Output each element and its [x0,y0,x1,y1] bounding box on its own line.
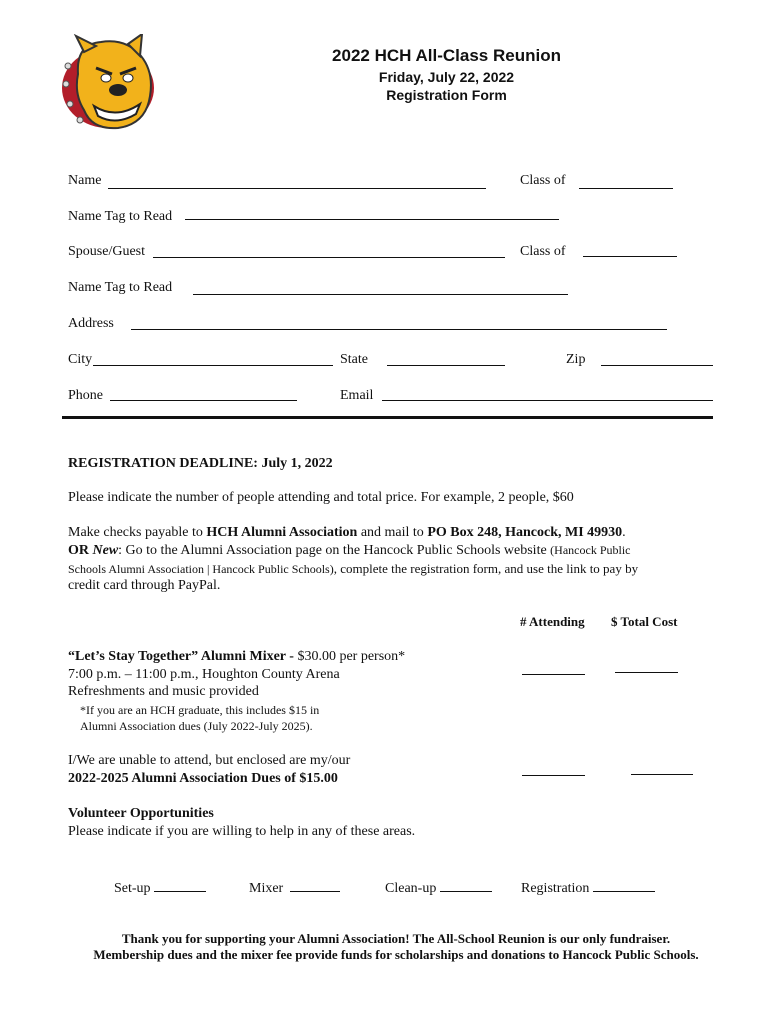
spouse-guest-field[interactable] [153,257,505,258]
name-tag-label: Name Tag to Read [68,209,173,224]
volunteer-text: Please indicate if you are willing to help in any of these areas. [68,824,416,839]
mixer-note-1: *If you are an HCH graduate, this includes $15 in [80,703,320,717]
guest-name-tag-field[interactable] [193,294,568,295]
volunteer-title: Volunteer Opportunities [68,806,214,821]
city-field[interactable] [93,365,333,366]
email-field[interactable] [382,400,713,401]
phone-label: Phone [68,388,103,403]
mixer-title: “Let’s Stay Together” Alumni Mixer - $30.00 per person* [68,649,406,664]
dues-line-2: 2022-2025 Alumni Association Dues of $15.00 [68,771,338,786]
address-label: Address [68,316,114,331]
cleanup-field[interactable] [440,879,492,892]
total-cost-column-header: $ Total Cost [611,614,678,629]
volunteer-option-registration: Registration [521,879,655,897]
guest-class-of-field[interactable] [583,256,677,257]
payment-instructions: Make checks payable to HCH Alumni Association and mail to PO Box 248, Hancock, MI 49930. [68,525,626,540]
mail-address: PO Box 248, Hancock, MI 49930 [427,525,623,540]
dues-line-1: I/We are unable to attend, but enclosed are my/our [68,753,351,768]
registration-deadline: REGISTRATION DEADLINE: July 1, 2022 [68,456,333,471]
attending-column-header: # Attending [520,614,585,629]
mixer-note-2: Alumni Association dues (July 2022-July 2025). [80,719,313,733]
name-tag-field[interactable] [185,219,559,220]
address-field[interactable] [131,329,667,330]
city-label: City [68,352,93,367]
name-field[interactable] [108,188,486,189]
state-label: State [340,352,368,367]
mixer-volunteer-field[interactable] [290,879,340,892]
state-field[interactable] [387,365,505,366]
mixer-time-place: 7:00 p.m. – 11:00 p.m., Houghton County Arena [68,667,340,682]
online-option-line3: credit card through PayPal. [68,578,221,593]
footer-line-2: Membership dues and the mixer fee provide funds for scholarships and donations to Hancock Public Schools. [93,947,699,962]
online-option: OR New: Go to the Alumni Association page on the Hancock Public Schools website (Hancock Public [68,543,631,558]
footer-line-1: Thank you for supporting your Alumni Association! The All-School Reunion is our only fundraiser. [121,931,671,946]
mixer-refreshments: Refreshments and music provided [68,684,259,699]
email-label: Email [340,388,374,403]
mixer-attending-field[interactable] [522,674,585,675]
online-option-line2: Schools Alumni Association | Hancock Public Schools), complete the registration form, and use the link to pay by [68,561,639,576]
dues-total-cost-field[interactable] [631,774,693,775]
mixer-total-cost-field[interactable] [615,672,678,673]
section-divider [62,416,713,419]
form-title: 2022 HCH All-Class Reunion [332,46,561,65]
payee: HCH Alumni Association [206,525,358,540]
class-of-label: Class of [520,173,566,188]
setup-field[interactable] [154,879,206,892]
registration-volunteer-field[interactable] [593,879,655,892]
guest-name-tag-label: Name Tag to Read [68,280,173,295]
dues-attending-field[interactable] [522,775,585,776]
phone-field[interactable] [110,400,297,401]
zip-field[interactable] [601,365,713,366]
indicate-instructions: Please indicate the number of people attending and total price. For example, 2 people, $60 [68,490,574,505]
name-label: Name [68,173,102,188]
event-date: Friday, July 22, 2022 [378,69,515,85]
form-subtitle: Registration Form [386,87,507,103]
guest-class-of-label: Class of [520,244,566,259]
spouse-guest-label: Spouse/Guest [68,244,145,259]
zip-label: Zip [566,352,586,367]
volunteer-option-cleanup: Clean-up [385,879,492,897]
class-of-field[interactable] [579,188,673,189]
volunteer-option-mixer: Mixer [249,879,340,897]
volunteer-option-setup: Set-up [114,879,206,897]
